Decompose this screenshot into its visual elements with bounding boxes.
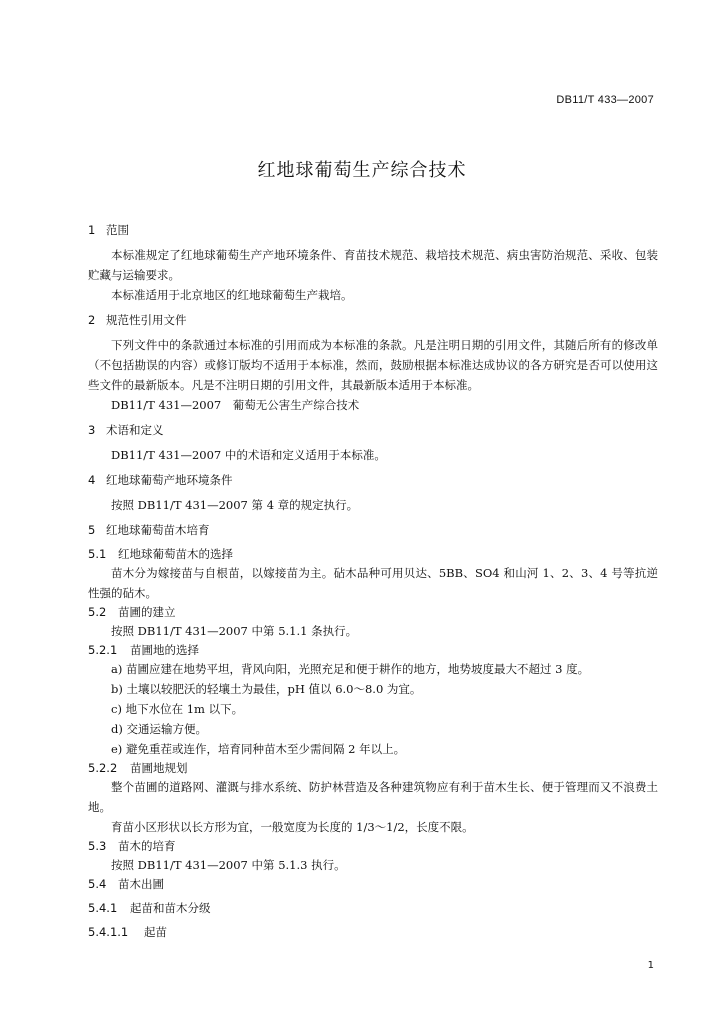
standard-code: DB11/T 433—2007 — [556, 94, 654, 106]
section-heading-2 — [88, 311, 658, 329]
list-item-d: d) 交通运输方便。 — [111, 722, 208, 736]
section-heading-4 — [88, 471, 658, 489]
subsection-heading-5-4-1-1 — [88, 923, 658, 941]
paragraph: 按照 DB11/T 431—2007 中第 5.1.1 条执行。 — [111, 624, 358, 638]
subsection-heading-5-2-1 — [88, 641, 658, 659]
section-number: 5.2.1 — [88, 643, 118, 657]
section-title: 苗圃地的选择 — [130, 643, 199, 657]
section-number: 5.3 — [88, 839, 107, 853]
paragraph: 本标准规定了红地球葡萄生产产地环境条件、育苗技术规范、栽培技术规范、病虫害防治规范、采收、包装贮藏与运输要求。 — [88, 248, 658, 282]
section-number: 3 — [88, 423, 96, 437]
document-body — [88, 221, 658, 941]
section-title: 苗圃地规划 — [130, 761, 188, 775]
section-title: 规范性引用文件 — [106, 313, 187, 327]
section-number: 5.1 — [88, 547, 107, 561]
subsection-heading-5-4-1 — [88, 899, 658, 917]
page-number: 1 — [647, 960, 654, 971]
section-title: 范围 — [106, 223, 129, 237]
subsection-heading-5-4 — [88, 875, 658, 893]
subsection-heading-5-2 — [88, 603, 658, 621]
section-title: 红地球葡萄产地环境条件 — [106, 473, 233, 487]
paragraph: 按照 DB11/T 431—2007 第 4 章的规定执行。 — [111, 498, 359, 512]
section-number: 1 — [88, 223, 96, 237]
section-title: 术语和定义 — [106, 423, 164, 437]
paragraph: 苗木分为嫁接苗与自根苗，以嫁接苗为主。砧木品种可用贝达、5BB、SO4 和山河 1、2、3、4 号等抗逆性强的砧木。 — [88, 566, 658, 600]
section-number: 5.4 — [88, 877, 107, 891]
list-item-e: e) 避免重茬或连作，培育同种苗木至少需间隔 2 年以上。 — [111, 742, 406, 756]
list-item-c: c) 地下水位在 1m 以下。 — [111, 702, 244, 716]
section-heading-5 — [88, 521, 658, 539]
list-item-b: b) 土壤以较肥沃的轻壤土为最佳，pH 值以 6.0～8.0 为宜。 — [111, 682, 422, 696]
section-title: 苗木的培育 — [118, 839, 176, 853]
section-number: 5.2 — [88, 605, 107, 619]
section-title: 起苗 — [144, 925, 167, 939]
section-heading-1 — [88, 221, 658, 239]
section-number: 5.4.1 — [88, 901, 118, 915]
section-title: 红地球葡萄苗木培育 — [106, 523, 210, 537]
paragraph: 本标准适用于北京地区的红地球葡萄生产栽培。 — [111, 288, 353, 302]
section-number: 5.2.2 — [88, 761, 118, 775]
section-heading-3 — [88, 421, 658, 439]
subsection-heading-5-1 — [88, 545, 658, 563]
section-number: 4 — [88, 473, 96, 487]
section-number: 5 — [88, 523, 96, 537]
paragraph: 按照 DB11/T 431—2007 中第 5.1.3 执行。 — [111, 858, 346, 872]
section-title: 起苗和苗木分级 — [130, 901, 211, 915]
subsection-heading-5-2-2 — [88, 759, 658, 777]
paragraph: 整个苗圃的道路网、灌溉与排水系统、防护林营造及各种建筑物应有利于苗木生长、便于管理而又不浪费土地。 — [88, 780, 658, 814]
section-title: 红地球葡萄苗木的选择 — [118, 547, 233, 561]
referenced-document: DB11/T 431—2007 葡萄无公害生产综合技术 — [111, 398, 360, 412]
list-item-a: a) 苗圃应建在地势平坦，背风向阳，光照充足和便于耕作的地方，地势坡度最大不超过 3 度。 — [111, 662, 590, 676]
section-number: 5.4.1.1 — [88, 925, 129, 939]
subsection-heading-5-3 — [88, 837, 658, 855]
paragraph: DB11/T 431—2007 中的术语和定义适用于本标准。 — [111, 448, 386, 462]
section-title: 苗木出圃 — [118, 877, 164, 891]
section-title: 苗圃的建立 — [118, 605, 176, 619]
paragraph: 下列文件中的条款通过本标准的引用而成为本标准的条款。凡是注明日期的引用文件，其随后所有的修改单（不包括勘误的内容）或修订版均不适用于本标准，然而，鼓励根据本标准达成协议的各方研究是否可以使用这些文件的最新版本。凡是不注明日期的引用文件，其最新版本适用于本标准。 — [88, 338, 658, 392]
section-number: 2 — [88, 313, 96, 327]
paragraph: 育苗小区形状以长方形为宜，一般宽度为长度的 1/3～1/2，长度不限。 — [111, 820, 474, 834]
document-title: 红地球葡萄生产综合技术 — [257, 160, 467, 181]
